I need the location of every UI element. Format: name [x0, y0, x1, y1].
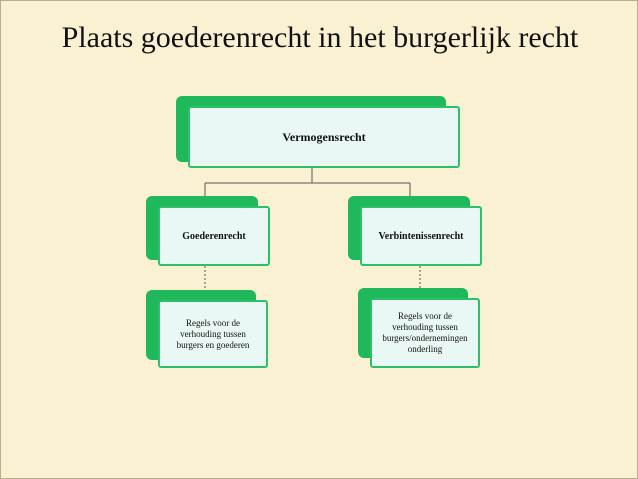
node-label-regels-verbintenissen: Regels voor de verhouding tussen burgers/ondernemingen onderling: [370, 298, 480, 368]
node-label-goederenrecht: Goederenrecht: [158, 206, 270, 266]
node-label-verbintenissenrecht: Verbintenissenrecht: [360, 206, 482, 266]
node-label-regels-goederen: Regels voor de verhouding tussen burgers en goederen: [158, 300, 268, 368]
slide-title: Plaats goederenrecht in het burgerlijk recht: [61, 21, 579, 54]
node-label-vermogensrecht: Vermogensrecht: [188, 106, 460, 168]
